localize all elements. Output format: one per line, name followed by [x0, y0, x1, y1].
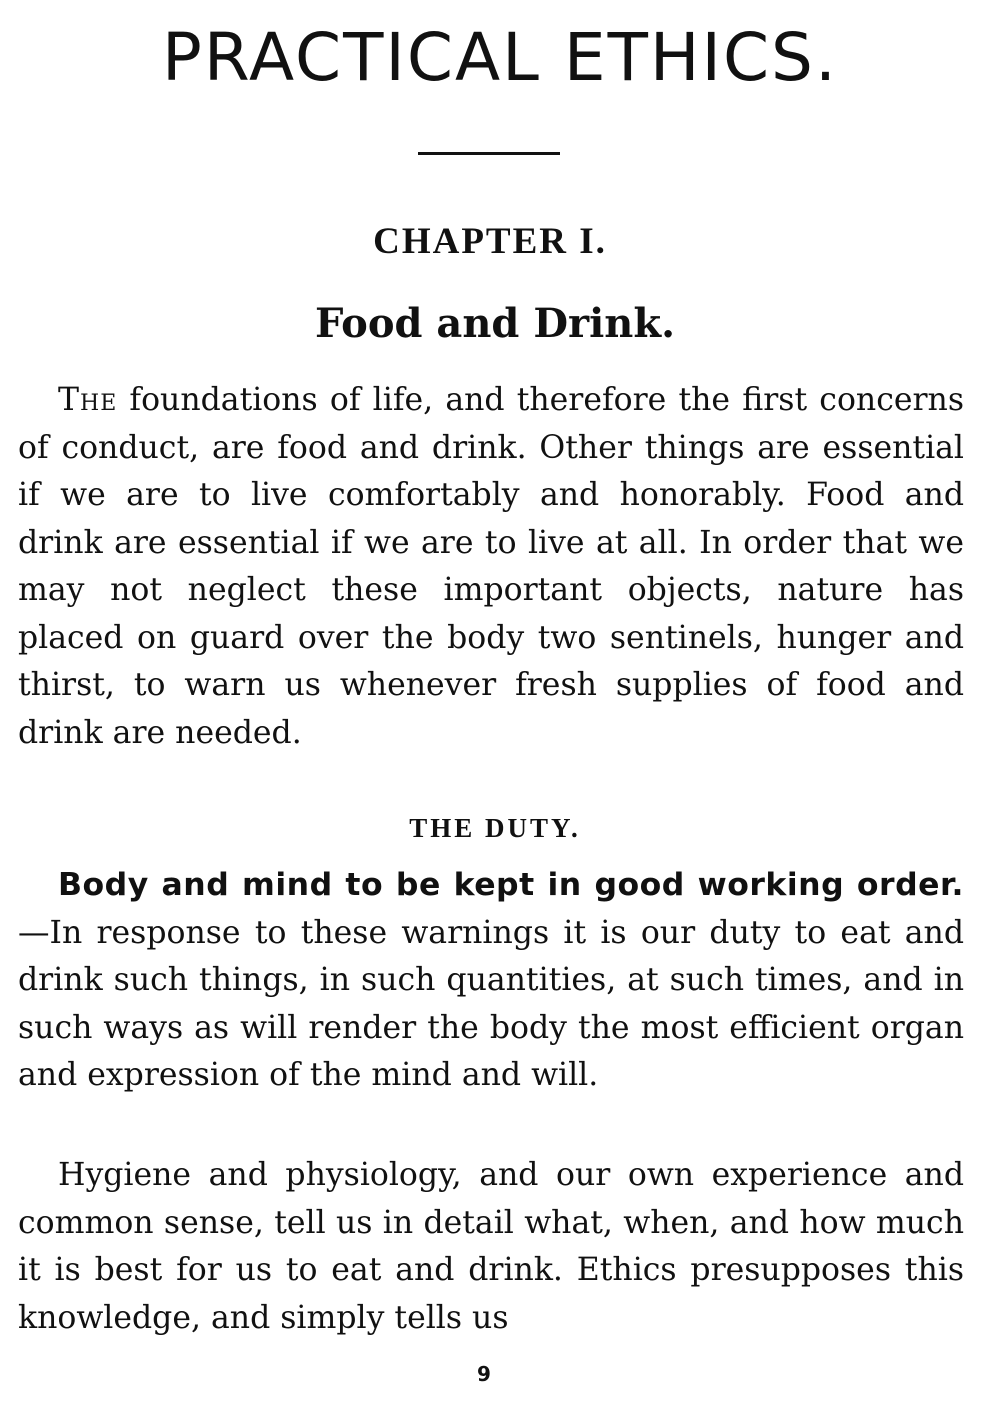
- paragraph-1: [18, 377, 964, 757]
- title-rule: [418, 152, 560, 155]
- paragraph-2-text: —In response to these warnings it is our duty to eat and drink such things, in such quantities, at such times, and in such ways as will render the body the most efficient organ and expression of the mind and will.: [18, 914, 964, 1093]
- chapter-number: CHAPTER I.: [373, 221, 607, 262]
- paragraph-1-lead: The: [58, 382, 118, 418]
- paragraph-2-run-in-heading: Body and mind to be kept in good working order.: [58, 867, 964, 903]
- paragraph-1-text: foundations of life, and therefore the first concerns of conduct, are food and drink. Other things are essential if we are to live comfortably and honorably. Food and drink are essential if we are to live at all. In order that we may not neglect these important objects, nature has placed on guard over the body two sentinels, hunger and thirst, to warn us whenever fresh supplies of food and drink are needed.: [18, 382, 964, 751]
- section-heading: THE DUTY.: [409, 813, 581, 843]
- page-number: 9: [477, 1362, 491, 1386]
- paragraph-3: Hygiene and physiology, and our own experience and common sense, tell us in detail what, when, and how much it is best for us to eat and drink. Ethics presupposes this knowledge, and simply tells us: [18, 1157, 964, 1336]
- paragraph-2: [18, 862, 964, 1100]
- chapter-title: Food and Drink.: [314, 300, 676, 347]
- running-title: PRACTICAL ETHICS.: [162, 19, 838, 96]
